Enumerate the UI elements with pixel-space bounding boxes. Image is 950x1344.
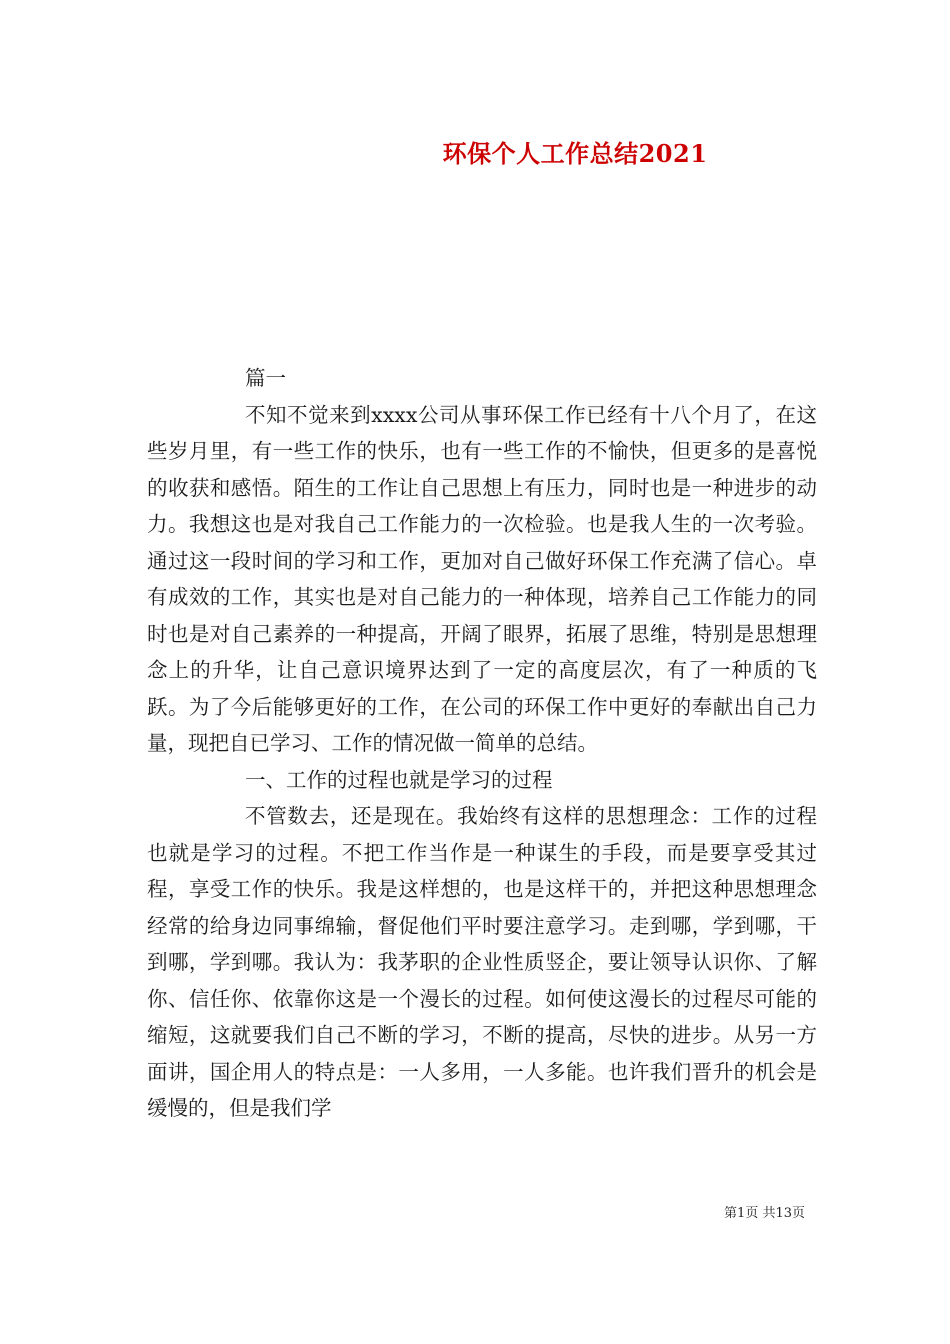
section-heading-1: 一、工作的过程也就是学习的过程 (245, 767, 553, 792)
document-body (147, 360, 817, 1127)
paragraph-intro: 不知不觉来到xxxx公司从事环保工作已经有十八个月了，在这些岁月里，有一些工作的快乐，也有一些工作的不愉快，但更多的是喜悦的收获和感悟。陌生的工作让自己思想上有压力，同时也是一种进步的动力。我想这也是对我自己工作能力的一次检验。也是我人生的一次考验。通过这一段时间的学习和工作，更加对自己做好环保工作充满了信心。卓有成效的工作，其实也是对自己能力的一种体现，培养自己工作能力的同时也是对自己素养的一种提高，开阔了眼界，拓展了思维，特别是思想理念上的升华，让自己意识境界达到了一定的高度层次，有了一种质的飞跃。为了今后能够更好的工作，在公司的环保工作中更好的奉献出自己力量，现把自已学习、工作的情况做一简单的总结。 (147, 402, 817, 755)
document-title: 环保个人工作总结2021 (442, 139, 708, 168)
section-label: 篇一 (245, 366, 286, 390)
page-number: 第1页 共13页 (724, 1206, 805, 1221)
paragraph-learning: 不管数去，还是现在。我始终有这样的思想理念：工作的过程也就是学习的过程。不把工作当作是一种谋生的手段，而是要享受其过程，享受工作的快乐。我是这样想的，也是这样干的，并把这种思想理念经常的给身边同事绵输，督促他们平时要注意学习。走到哪，学到哪，干到哪，学到哪。我认为：我茅职的企业性质竖企，要让领导认识你、了解你、信任你、依靠你这是一个漫长的过程。如何使这漫长的过程尽可能的缩短，这就要我们自己不断的学习，不断的提高，尽快的进步。从另一方面讲，国企用人的特点是：一人多用，一人多能。也许我们晋升的机会是缓慢的，但是我们学 (147, 804, 817, 1120)
